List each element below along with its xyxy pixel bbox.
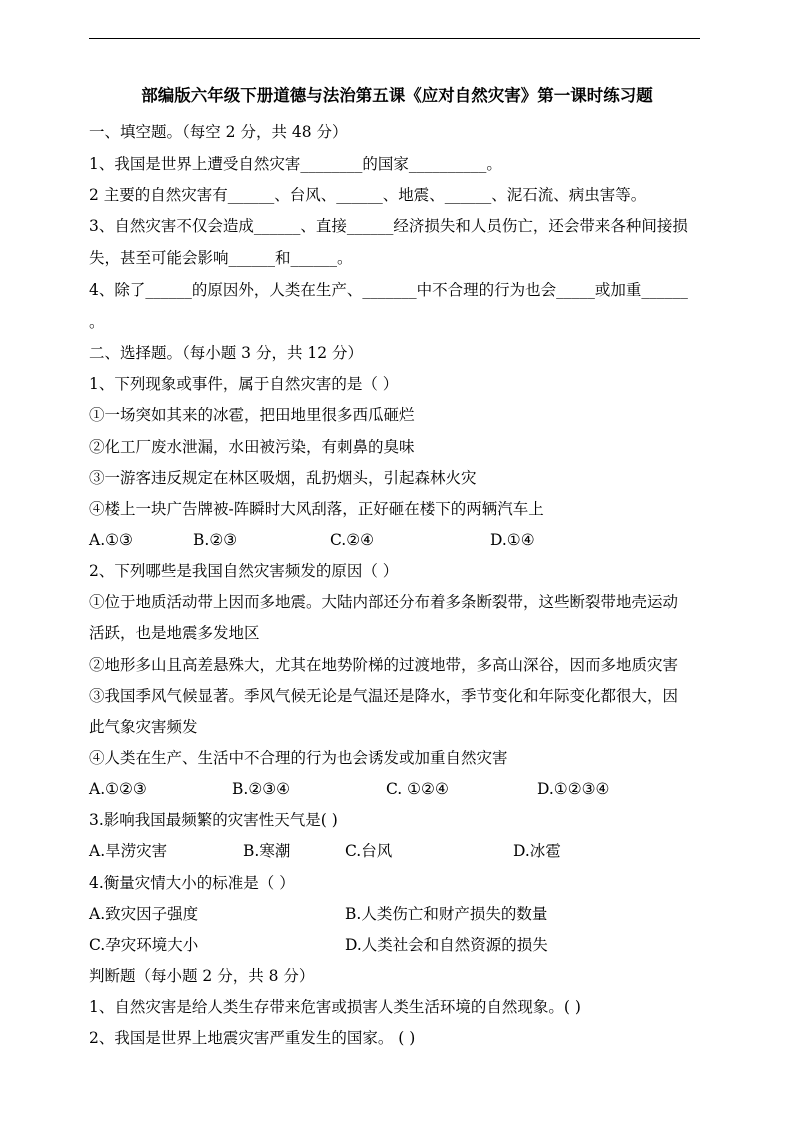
judge-heading: 判断题（每小题 2 分，共 8 分） bbox=[89, 967, 315, 985]
choice-q4-option-c: C.孕灾环境大小 bbox=[89, 936, 199, 954]
judge-question-2: 2、我国是世界上地震灾害严重发生的国家。 ( ) bbox=[89, 1029, 416, 1047]
choice-q2-option-d: D.①②③④ bbox=[537, 780, 610, 798]
choice-q2-item-4: ④人类在生产、生活中不合理的行为也会诱发或加重自然灾害 bbox=[89, 749, 508, 767]
choice-q3-option-b: B.寒潮 bbox=[243, 842, 291, 860]
choice-q2-item-2: ②地形多山且高差悬殊大，尤其在地势阶梯的过渡地带，多高山深谷，因而多地质灾害 bbox=[89, 656, 679, 674]
choice-q4-option-a: A.致灾因子强度 bbox=[89, 905, 199, 923]
choice-q1-option-c: C.②④ bbox=[330, 531, 375, 549]
choice-q2-option-c: C. ①②④ bbox=[386, 780, 449, 798]
choice-q2-item-1-line-2: 活跃，也是地震多发地区 bbox=[89, 624, 260, 642]
header-rule bbox=[89, 38, 700, 39]
choice-q4-option-b: B.人类伤亡和财产损失的数量 bbox=[345, 905, 548, 923]
judge-question-1: 1、自然灾害是给人类生存带来危害或损害人类生活环境的自然现象。( ) bbox=[89, 998, 581, 1016]
choice-q2-option-b: B.②③④ bbox=[232, 780, 291, 798]
choice-q3-option-d: D.冰雹 bbox=[513, 842, 561, 860]
choice-q3-option-c: C.台风 bbox=[345, 842, 393, 860]
choice-q2-stem: 2、下列哪些是我国自然灾害频发的原因（ ） bbox=[89, 562, 399, 580]
choice-q1-item: ①一场突如其来的冰雹，把田地里很多西瓜砸烂 bbox=[89, 406, 415, 424]
fill-question-1: 1、我国是世界上遭受自然灾害________的国家__________。 bbox=[89, 155, 502, 173]
fill-question-4-line-1: 4、除了______的原因外，人类在生产、_______中不合理的行为也会_____或加重______ bbox=[89, 281, 688, 299]
choice-q1-option-a: A.①③ bbox=[89, 531, 133, 549]
choice-q3-stem: 3.影响我国最频繁的灾害性天气是( ) bbox=[89, 811, 338, 829]
page-title: 部编版六年级下册道德与法治第五课《应对自然灾害》第一课时练习题 bbox=[141, 86, 653, 105]
choice-q1-item: ③一游客违反规定在林区吸烟，乱扔烟头，引起森林火灾 bbox=[89, 469, 477, 487]
choice-q1-option-b: B.②③ bbox=[193, 531, 238, 549]
choice-q1-item: ②化工厂废水泄漏，水田被污染，有刺鼻的臭味 bbox=[89, 438, 415, 456]
choice-q2-item-3-line-2: 此气象灾害频发 bbox=[89, 718, 198, 736]
choice-heading: 二、选择题。（每小题 3 分，共 12 分） bbox=[89, 344, 364, 362]
choice-q4-option-d: D.人类社会和自然资源的损失 bbox=[345, 936, 548, 954]
choice-q4-stem: 4.衡量灾情大小的标准是（ ） bbox=[89, 874, 295, 892]
fill-heading: 一、填空题。（每空 2 分，共 48 分） bbox=[89, 123, 348, 141]
choice-q3-option-a: A.旱涝灾害 bbox=[89, 842, 168, 860]
fill-question-4-line-2: 。 bbox=[89, 313, 105, 331]
choice-q2-item-1-line-1: ①位于地质活动带上因而多地震。大陆内部还分布着多条断裂带，这些断裂带地壳运动 bbox=[89, 593, 679, 611]
choice-q1-item: ④楼上一块广告牌被-阵瞬时大风刮落，正好砸在楼下的两辆汽车上 bbox=[89, 500, 544, 518]
fill-question-3-line-2: 失，甚至可能会影响______和______。 bbox=[89, 249, 353, 267]
choice-q2-option-a: A.①②③ bbox=[89, 780, 147, 798]
choice-q1-stem: 1、下列现象或事件，属于自然灾害的是（ ） bbox=[89, 375, 399, 393]
fill-question-2: 2 主要的自然灾害有______、台风、______、地震、______、泥石流、病虫害等。 bbox=[89, 186, 647, 204]
choice-q2-item-3-line-1: ③我国季风气候显著。季风气候无论是气温还是降水，季节变化和年际变化都很大，因 bbox=[89, 687, 679, 705]
choice-q1-option-d: D.①④ bbox=[490, 531, 535, 549]
fill-question-3-line-1: 3、自然灾害不仅会造成______、直接______经济损失和人员伤亡，还会带来各种间接损 bbox=[89, 217, 688, 235]
